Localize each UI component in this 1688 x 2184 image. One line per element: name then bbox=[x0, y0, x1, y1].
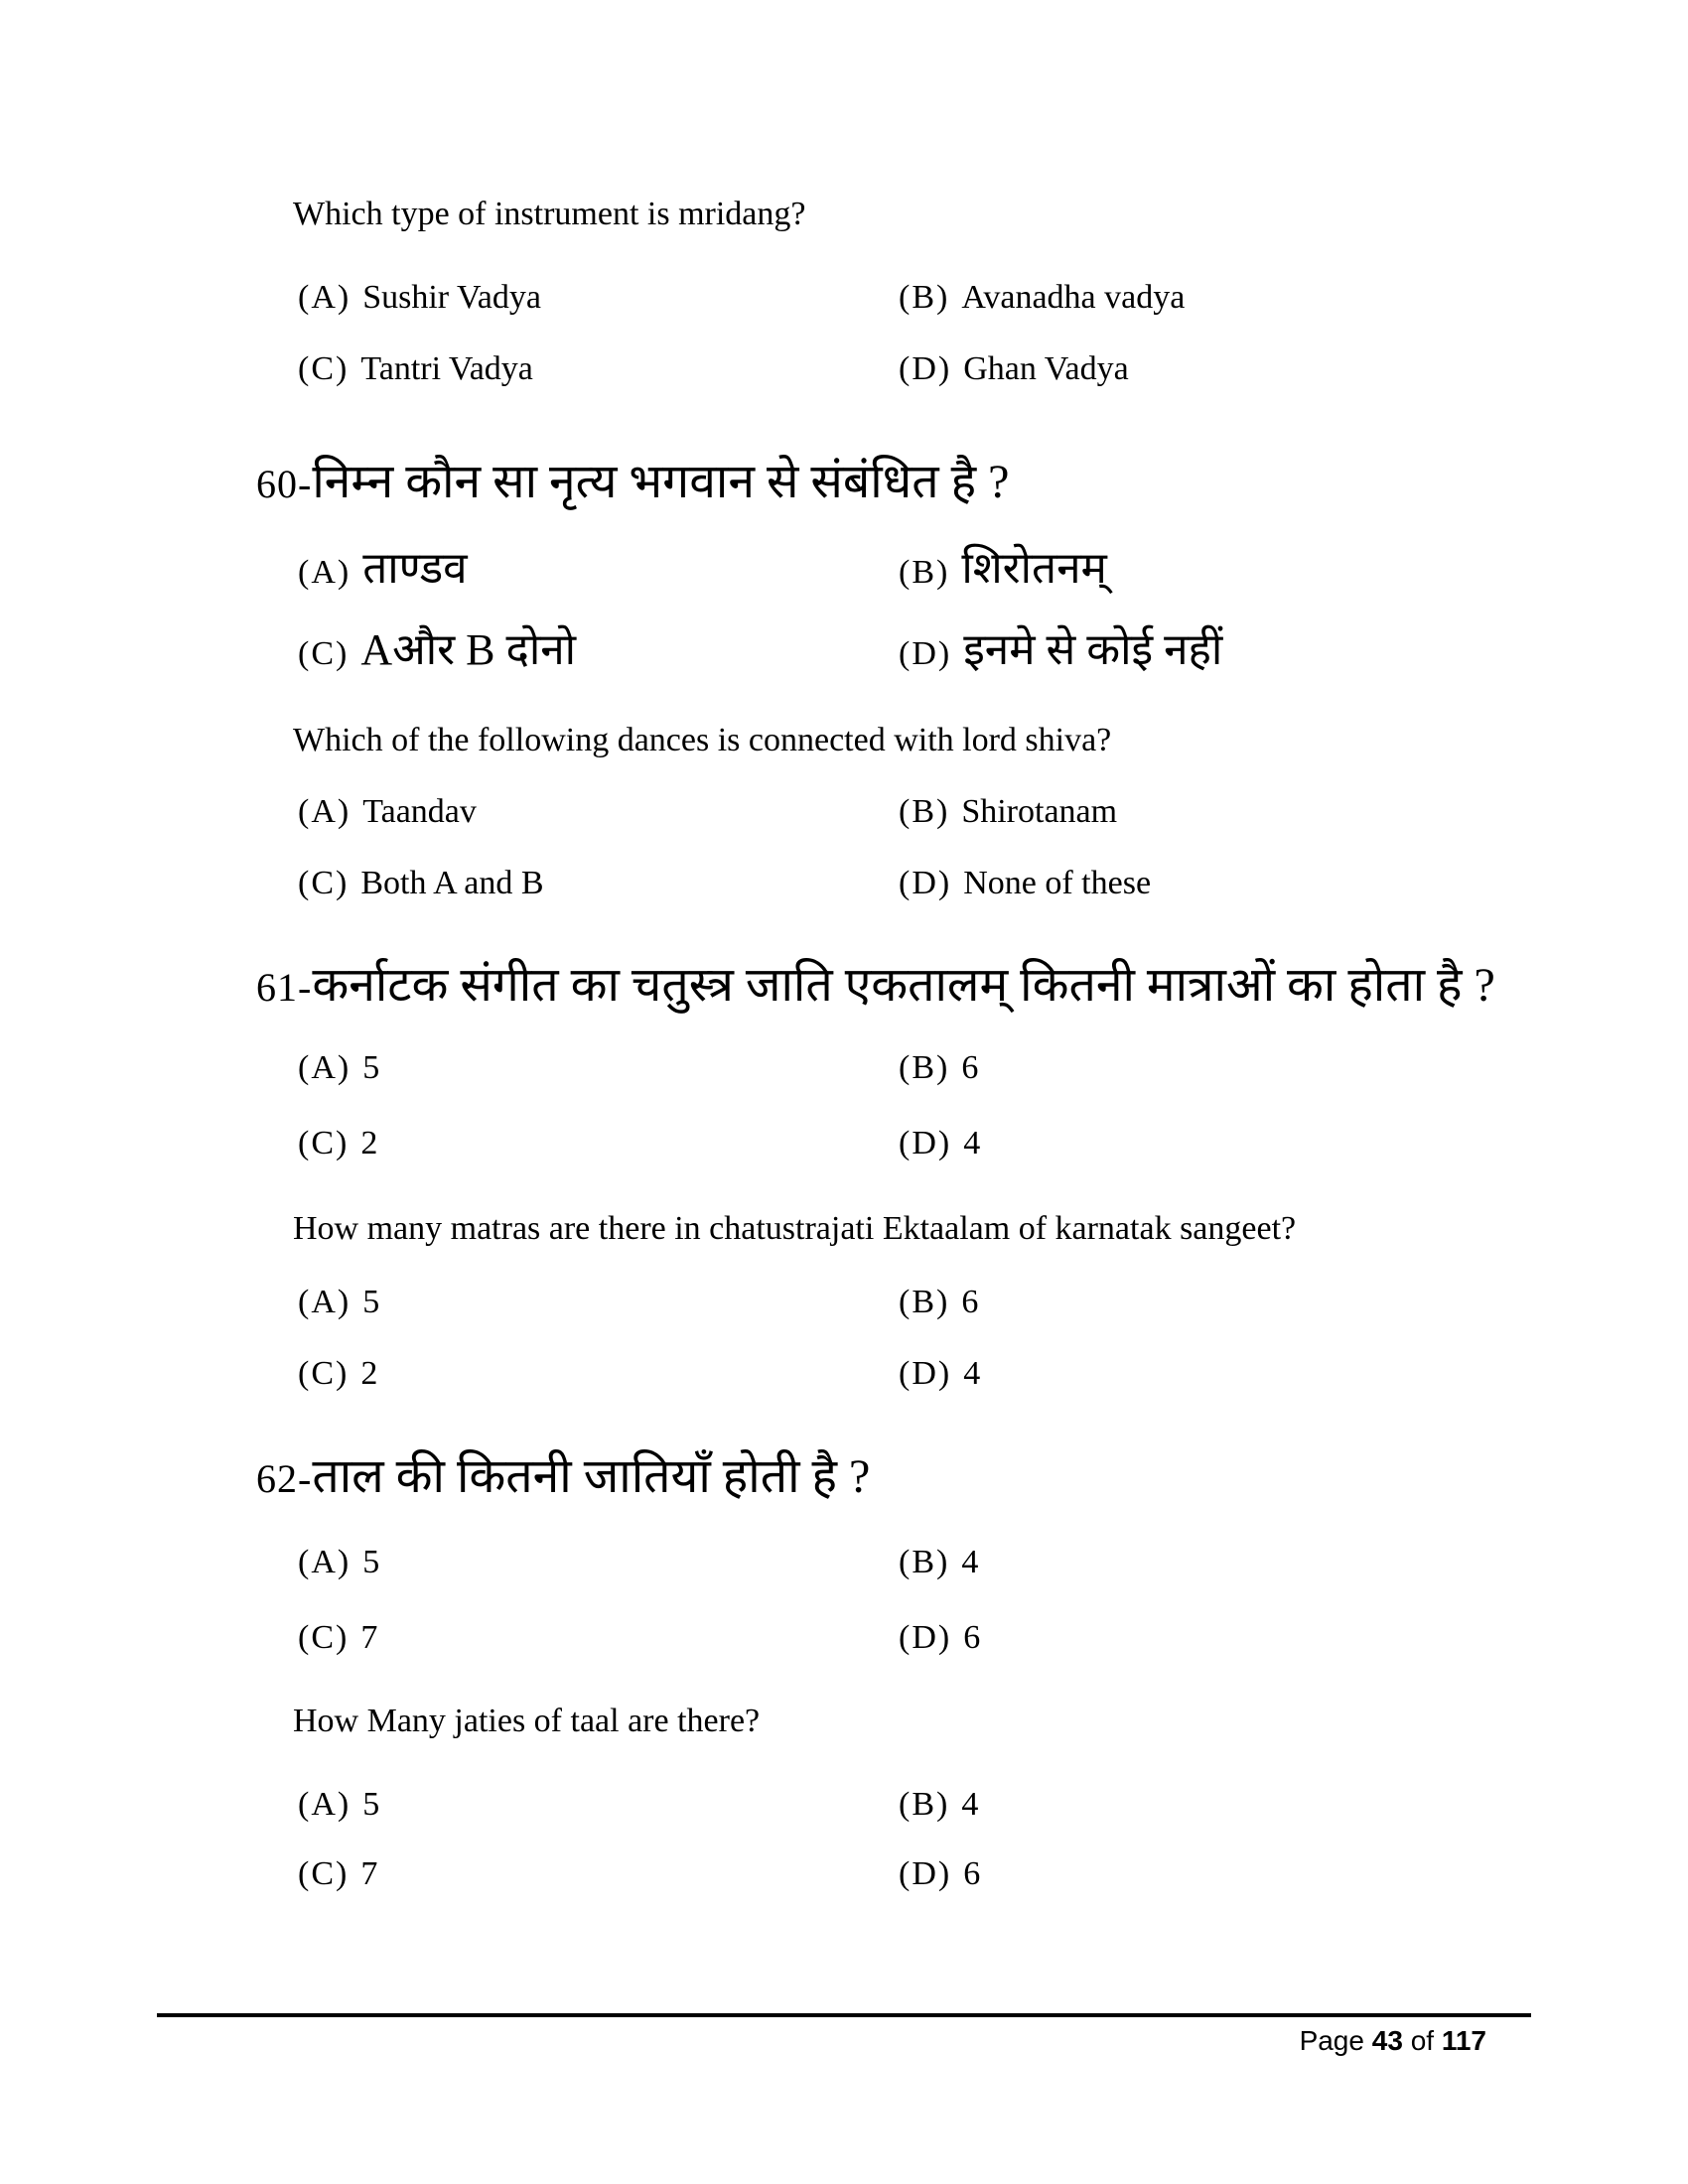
option-letter: (A) bbox=[298, 1049, 352, 1086]
option-text: 4 bbox=[963, 1125, 981, 1161]
option-61en-a bbox=[298, 1283, 379, 1321]
question-59-english-text: Which type of instrument is mridang? bbox=[293, 196, 806, 232]
option-text: 7 bbox=[360, 1619, 378, 1656]
option-61hi-b bbox=[899, 1048, 978, 1087]
option-letter: (C) bbox=[298, 1619, 350, 1656]
option-letter: (B) bbox=[899, 1049, 950, 1086]
option-59-c bbox=[298, 349, 533, 388]
page-number-footer bbox=[1300, 2025, 1486, 2057]
option-62hi-b bbox=[899, 1543, 978, 1581]
question-number: 62- bbox=[256, 1456, 313, 1501]
option-text: 4 bbox=[961, 1786, 979, 1823]
question-61-hindi-text bbox=[256, 958, 1495, 1013]
question-text: ताल की कितनी जातियाँ होती है ? bbox=[312, 1450, 871, 1503]
option-letter: (B) bbox=[899, 1284, 950, 1320]
option-60en-c bbox=[298, 864, 544, 902]
question-62-hindi-text bbox=[256, 1449, 870, 1504]
option-text: Taandav bbox=[362, 793, 477, 830]
option-letter: (C) bbox=[298, 1855, 350, 1892]
option-letter: (B) bbox=[899, 1786, 950, 1823]
option-letter: (D) bbox=[899, 1355, 952, 1392]
option-text: 4 bbox=[963, 1355, 981, 1392]
option-letter: (D) bbox=[899, 1619, 952, 1656]
question-text: निम्न कौन सा नृत्य भगवान से संबंधित है ? bbox=[312, 456, 1010, 508]
option-60hi-a bbox=[298, 544, 468, 595]
option-59-d bbox=[899, 349, 1129, 388]
total-pages: 117 bbox=[1441, 2025, 1486, 2056]
option-text: ताण्डव bbox=[362, 544, 468, 593]
current-page-number: 43 bbox=[1371, 2025, 1403, 2056]
option-text: 2 bbox=[360, 1355, 378, 1392]
option-text: Shirotanam bbox=[961, 793, 1118, 830]
option-text: 5 bbox=[362, 1786, 380, 1823]
option-60hi-b bbox=[899, 544, 1107, 595]
option-59-a bbox=[298, 278, 541, 317]
option-text: 6 bbox=[963, 1855, 981, 1892]
option-text: 4 bbox=[961, 1544, 979, 1580]
option-text: शिरोतनम् bbox=[961, 544, 1107, 593]
option-text: 5 bbox=[362, 1049, 380, 1086]
option-61en-b bbox=[899, 1283, 978, 1321]
question-text: कर्नाटक संगीत का चतुस्त्र जाति एकतालम् कितनी मात्राओं का होता है ? bbox=[312, 959, 1495, 1012]
question-number: 60- bbox=[256, 462, 313, 506]
option-62en-d bbox=[899, 1854, 980, 1893]
option-text: 6 bbox=[961, 1049, 979, 1086]
option-text: None of these bbox=[963, 865, 1152, 901]
option-60en-b bbox=[899, 792, 1117, 831]
option-text: Sushir Vadya bbox=[362, 279, 541, 316]
option-letter: (D) bbox=[899, 635, 952, 672]
option-letter: (D) bbox=[899, 1125, 952, 1161]
option-letter: (C) bbox=[298, 865, 350, 901]
option-letter: (C) bbox=[298, 350, 350, 387]
option-letter: (D) bbox=[899, 350, 952, 387]
option-text: इनमे से कोई नहीं bbox=[963, 625, 1223, 674]
option-62hi-a bbox=[298, 1543, 379, 1581]
option-letter: (B) bbox=[899, 793, 950, 830]
option-text: Aऔर B दोनो bbox=[360, 625, 577, 674]
option-62hi-d bbox=[899, 1618, 980, 1657]
option-letter: (A) bbox=[298, 1786, 352, 1823]
option-letter: (A) bbox=[298, 279, 352, 316]
option-letter: (B) bbox=[899, 554, 950, 591]
option-60en-d bbox=[899, 864, 1151, 902]
option-text: Ghan Vadya bbox=[963, 350, 1129, 387]
option-letter: (A) bbox=[298, 1544, 352, 1580]
option-text: Tantri Vadya bbox=[360, 350, 533, 387]
option-59-b bbox=[899, 278, 1185, 317]
footer-divider bbox=[157, 2013, 1531, 2017]
option-text: 6 bbox=[963, 1619, 981, 1656]
option-61en-d bbox=[899, 1354, 980, 1393]
option-61en-c bbox=[298, 1354, 377, 1393]
option-60hi-d bbox=[899, 625, 1222, 676]
option-letter: (B) bbox=[899, 279, 950, 316]
option-letter: (B) bbox=[899, 1544, 950, 1580]
option-text: Avanadha vadya bbox=[961, 279, 1186, 316]
option-letter: (A) bbox=[298, 554, 352, 591]
option-text: 5 bbox=[362, 1284, 380, 1320]
option-61hi-c bbox=[298, 1124, 377, 1162]
of-label: of bbox=[1410, 2025, 1435, 2056]
option-letter: (C) bbox=[298, 1125, 350, 1161]
page-label: Page bbox=[1299, 2025, 1364, 2056]
option-text: 7 bbox=[360, 1855, 378, 1892]
option-letter: (C) bbox=[298, 1355, 350, 1392]
question-61-english-text: How many matras are there in chatustrajati Ektaalam of karnatak sangeet? bbox=[293, 1210, 1297, 1247]
option-text: Both A and B bbox=[360, 865, 544, 901]
option-61hi-a bbox=[298, 1048, 379, 1087]
option-62hi-c bbox=[298, 1618, 377, 1657]
option-60hi-c bbox=[298, 625, 576, 676]
question-60-hindi-text bbox=[256, 455, 1009, 509]
question-number: 61- bbox=[256, 965, 313, 1010]
option-letter: (A) bbox=[298, 1284, 352, 1320]
option-62en-a bbox=[298, 1785, 379, 1824]
option-letter: (A) bbox=[298, 793, 352, 830]
option-text: 5 bbox=[362, 1544, 380, 1580]
option-letter: (D) bbox=[899, 1855, 952, 1892]
option-letter: (C) bbox=[298, 635, 350, 672]
option-text: 2 bbox=[360, 1125, 378, 1161]
option-60en-a bbox=[298, 792, 477, 831]
option-62en-b bbox=[899, 1785, 978, 1824]
question-62-english-text: How Many jaties of taal are there? bbox=[293, 1703, 761, 1739]
option-61hi-d bbox=[899, 1124, 980, 1162]
question-60-english-text: Which of the following dances is connected with lord shiva? bbox=[293, 722, 1112, 758]
option-text: 6 bbox=[961, 1284, 979, 1320]
option-letter: (D) bbox=[899, 865, 952, 901]
option-62en-c bbox=[298, 1854, 377, 1893]
